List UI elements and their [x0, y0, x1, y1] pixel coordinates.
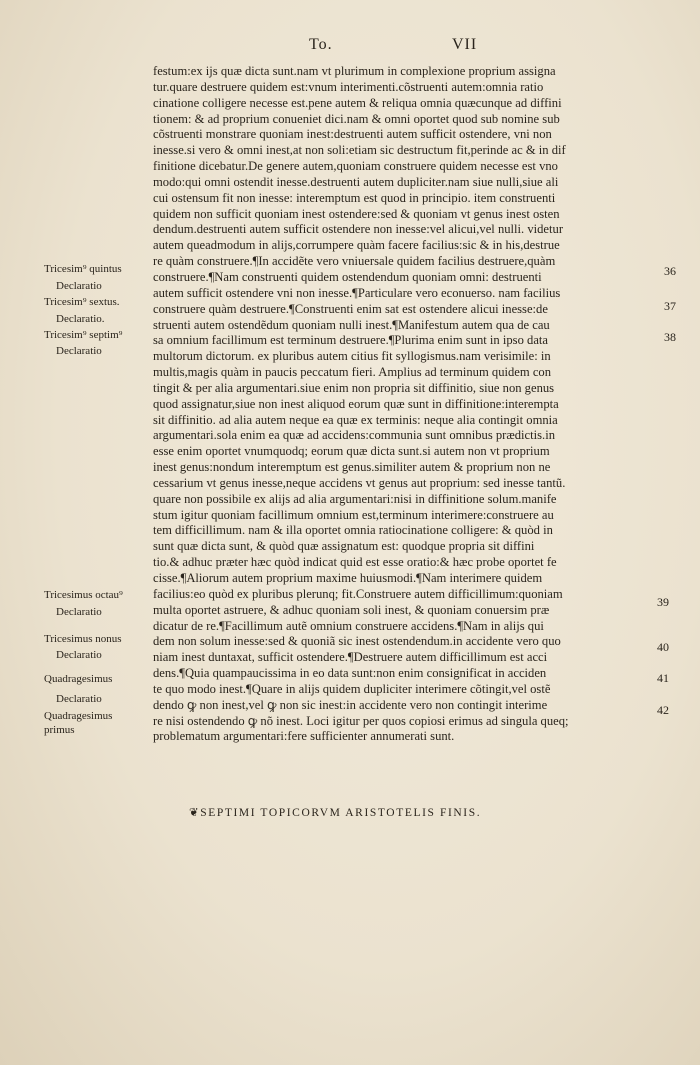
- text-line: autem sufficit ostendere vni non inesse.¶Particulare vero econuerso. nam facilius: [153, 285, 561, 300]
- text-line: argumentari.sola enim ea quæ ad accidens:communia sunt omnibus prædictis.in: [153, 428, 555, 443]
- text-line: finitione dicebatur.De genere autem,quoniam construere quidem necesse est vno: [153, 159, 558, 174]
- running-header: [0, 36, 700, 56]
- section-number-38: 38: [664, 330, 676, 344]
- margin-note-39-declaratio: Declaratio: [56, 649, 102, 661]
- margin-note-35: Tricesim⁹ quintus: [44, 263, 122, 275]
- margin-note-39: Tricesimus nonus: [44, 633, 122, 645]
- text-line: multorum dictorum. ex pluribus autem citius fit syllogismus.nam verisimile: in: [153, 349, 551, 364]
- text-line: inesse.si vero & omni inest,at non soli:etiam sic destructum fit,perinde ac & in dif: [153, 143, 566, 158]
- volume-label: To.: [309, 36, 333, 53]
- text-line: cessarium vt genus inesse,neque accidens vt genus aut proprium: sed inesse tantũ.: [153, 475, 566, 490]
- text-line: cõstruenti monstrare quoniam inest:destruenti autem sufficit ostendere, vni non: [153, 127, 552, 142]
- text-line: multis,magis quàm in paucis peccatum fieri. Amplius ad terminum quidem con: [153, 365, 552, 380]
- margin-note-40: Quadragesimus: [44, 673, 113, 685]
- margin-note-37: Tricesim⁹ septim⁹: [44, 329, 123, 341]
- book-number: VII: [452, 36, 478, 53]
- margin-note-36-declaratio: Declaratio.: [56, 313, 105, 325]
- text-line: tio.& adhuc præter hæc quòd indicat quid est esse oratio:& hæc probe oportet fe: [153, 555, 557, 570]
- text-line: modo:qui omni ostendit inesse.destruenti autem dupliciter.nam siue nulli,siue ali: [153, 174, 559, 189]
- text-line: cinatione colligere necesse est.pene autem & reliqua omnia quæcunque ad diffini: [153, 95, 562, 110]
- text-line: te quo modo inest.¶Quare in alijs quidem dupliciter interimere cõtingit,vel ostẽ: [153, 681, 551, 696]
- section-number-41: 41: [657, 671, 669, 685]
- text-line: dicatur de re.¶Facillimum autẽ omnium construere accidens.¶Nam in alijs qui: [153, 618, 544, 633]
- text-line: cisse.¶Aliorum autem proprium maxime huiusmodi.¶Nam interimere quidem: [153, 571, 543, 585]
- text-line: dendo ꝙ non inest,vel ꝙ non sic inest:in accidente vero non contingit interime: [153, 697, 548, 712]
- text-line: tingit & per alia argumentari.siue enim non propria sit diffinitio, siue non genus: [153, 380, 555, 395]
- text-line: construere.¶Nam construenti quidem ostendendum quoniam omni: destruenti: [153, 269, 542, 284]
- main-text-block: [153, 64, 658, 745]
- text-line: quare non possibile ex alijs ad alia argumentari:nisi in diffinitione solum.manife: [153, 491, 557, 506]
- text-line: inest genus:nondum interemptum est genus.similiter autem & proprium non ne: [153, 460, 551, 475]
- section-number-42: 42: [657, 703, 669, 717]
- text-line: multa oportet astruere, & adhuc quoniam soli inest, & quoniam conuersim præ: [153, 602, 550, 617]
- text-line: autem queadmodum in alijs,corrumpere quàm facere facilius:sic & in his,destrue: [153, 238, 560, 253]
- margin-note-37-declaratio: Declaratio: [56, 345, 102, 357]
- text-line: dens.¶Quia quampaucissima in eo data sunt:non enim consignificat in acciden: [153, 666, 547, 681]
- text-line: re quàm construere.¶In accidẽte vero vniuersale quidem facilius destruere,quàm: [153, 254, 556, 269]
- margin-note-38-declaratio: Declaratio: [56, 606, 102, 618]
- section-number-36: 36: [664, 264, 676, 278]
- section-number-40: 40: [657, 640, 669, 654]
- text-line: dendum.destruenti autem sufficit ostendere non inesse:vel alicui,vel nulli. videtur: [153, 222, 564, 237]
- text-line: sa omnium facillimum est terminum destruere.¶Plurima enim sunt in ipso data: [153, 333, 548, 348]
- text-line: construere quàm destruere.¶Construenti enim sat est ostendere alicui inesse:de: [153, 301, 548, 316]
- margin-note-41-primus: primus: [44, 724, 75, 736]
- text-line: problematum argumentari:fere sufficienter annumerati sunt.: [153, 729, 455, 744]
- margin-note-35-declaratio: Declaratio: [56, 280, 102, 292]
- margin-note-41: Quadragesimus: [44, 710, 113, 722]
- text-line: tem difficillimum. nam & illa oportet omnia ratiocinatione colligere: & quòd in: [153, 523, 553, 538]
- text-line: dem non solum inesse:sed & quoniã sic inest ostendendum.in accidente vero quo: [153, 634, 561, 649]
- section-number-39: 39: [657, 595, 669, 609]
- text-line: esse enim oportet vnumquodq; eorum quæ dicta sunt.si autem non vt proprium: [153, 444, 550, 459]
- text-line: facilius:eo quòd ex pluribus plerunq; fit.Construere autem difficillimum:quoniam: [153, 586, 563, 601]
- colophon: ❦SEPTIMI TOPICORVM ARISTOTELIS FINIS.: [189, 807, 482, 819]
- text-line: tionem: & ad proprium conueniet dici.nam & omni oportet quod sub nomine sub: [153, 111, 560, 126]
- margin-note-38: Tricesimus octau⁹: [44, 589, 123, 601]
- text-line: struenti autem ostendẽdum quoniam nulli inest.¶Manifestum autem qua de cau: [153, 317, 550, 332]
- text-line: sit diffinitio. ad alia autem neque ea quæ ex terminis: neque alia contingit omnia: [153, 412, 558, 427]
- text-line: cui ostensum fit non inesse: interemptum est quod in principio. item construenti: [153, 190, 556, 205]
- text-line: stum igitur quoniam facillimum omnium est,terminum interimere:construere au: [153, 507, 554, 522]
- section-number-37: 37: [664, 299, 676, 313]
- text-line: sunt quæ dicta sunt, & quòd quæ assignatum est: quodque propria sit diffini: [153, 539, 535, 554]
- text-line: festum:ex ijs quæ dicta sunt.nam vt plurimum in complexione proprium assigna: [153, 64, 556, 78]
- text-line: quidem non sufficit quoniam inest ostendere:sed & quoniam vt genus inest osten: [153, 206, 560, 221]
- text-line: niam inest duntaxat, sufficit ostendere.¶Destruere autem difficillimum est acci: [153, 650, 548, 665]
- text-line: re nisi ostendendo ꝙ nõ inest. Loci igitur per quos copiosi erimus ad singula queq;: [153, 713, 569, 728]
- margin-note-40-declaratio: Declaratio: [56, 693, 102, 705]
- text-line: quod assignatur,siue non inest aliquod eorum quæ sunt in diffinitione:interempta: [153, 396, 559, 411]
- text-line: tur.quare destruere quidem est:vnum interimenti.cõstruenti autem:omnia ratio: [153, 79, 544, 94]
- margin-note-36: Tricesim⁹ sextus.: [44, 296, 120, 308]
